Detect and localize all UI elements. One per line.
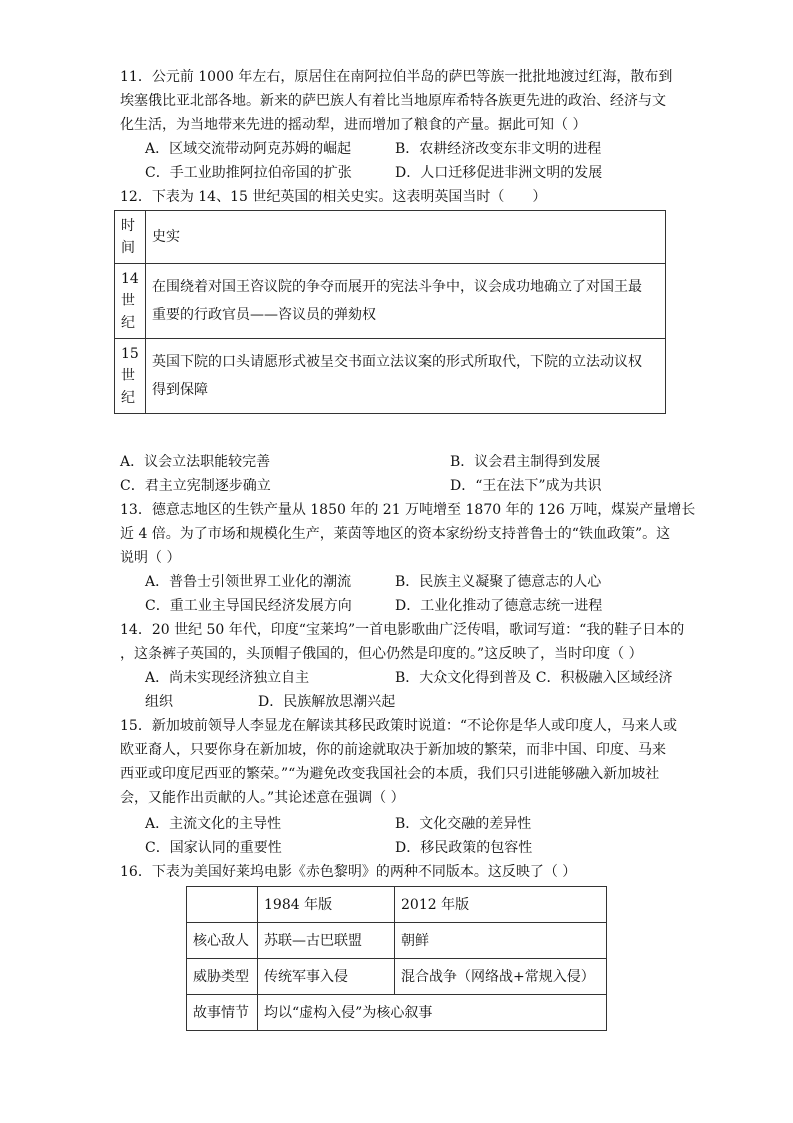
q12-table: [114, 210, 666, 414]
q13-option-d: D．工业化推动了德意志统一进程: [395, 598, 603, 614]
q13-stem-line1: 13．德意志地区的生铁产量从 1850 年的 21 万吨增至 1870 年的 126 万吨，煤炭产量增长: [120, 502, 696, 518]
table-cell: 在围绕着对国王咨议院的争夺而展开的宪法斗争中，议会成功地确立了对国王最: [152, 279, 642, 295]
q13-option-c: C．重工业主导国民经济发展方向: [145, 598, 352, 614]
table-cell: 传统军事入侵: [258, 959, 395, 995]
table-cell: 时: [121, 218, 135, 234]
q11-stem-line1: 11．公元前 1000 年左右，原居住在南阿拉伯半岛的萨巴等族一批批地渡过红海，散布到: [120, 69, 673, 85]
q13-stem-line3: 说明（ ）: [120, 550, 181, 566]
q12-option-c: C．君主立宪制逐步确立: [120, 478, 271, 494]
table-cell: 混合战争（网络战+常规入侵）: [395, 959, 607, 995]
table-cell: 故事情节: [187, 995, 258, 1031]
table-row: [187, 923, 607, 959]
q15-option-d: D．移民政策的包容性: [395, 840, 533, 856]
table-cell: 15: [121, 346, 139, 362]
q15-stem-line4: 会，又能作出贡献的人。”其论述意在强调（ ）: [120, 790, 405, 806]
table-cell: 得到保障: [152, 382, 208, 398]
q11-option-c: C．手工业助推阿拉伯帝国的扩张: [145, 165, 352, 181]
table-cell: 世: [121, 368, 135, 384]
q14-option-d: D．民族解放思潮兴起: [258, 694, 396, 710]
q12-option-b: B．议会君主制得到发展: [450, 454, 601, 470]
q13-option-a: A．普鲁士引领世界工业化的潮流: [145, 574, 352, 590]
q14-option-a: A．尚未实现经济独立自主: [145, 670, 310, 686]
q14-stem-line2: ，这条裤子英国的，头顶帽子俄国的，但心仍然是印度的。”这反映了，当时印度（ ）: [120, 646, 643, 662]
table-cell: 14: [121, 271, 139, 287]
q15-stem-line2: 欧亚裔人，只要你身在新加坡，你的前途就取决于新加坡的繁荣，而非中国、印度、马来: [120, 742, 666, 758]
q11-stem-line2: 埃塞俄比亚北部各地。新来的萨巴族人有着比当地原库希特各族更先进的政治、经济与文: [120, 93, 666, 109]
table-row: [187, 995, 607, 1031]
q13-option-b: B．民族主义凝聚了德意志的人心: [395, 574, 602, 590]
q12-stem: 12．下表为 14、15 世纪英国的相关史实。这表明英国当时（ ）: [120, 189, 547, 205]
q14-option-bc: B．大众文化得到普及 C．积极融入区域经济: [395, 670, 673, 686]
q14-stem-line1: 14．20 世纪 50 年代，印度“宝莱坞”一首电影歌曲广泛传唱，歌词写道：“我的鞋子日本的: [120, 622, 685, 638]
table-row: [115, 339, 666, 414]
q15-stem-line3: 西亚或印度尼西亚的繁荣。”“为避免改变我国社会的本质，我们只引进能够融入新加坡社: [120, 766, 660, 782]
q13-stem-line2: 近 4 倍。为了市场和规模化生产，莱茵等地区的资本家纷纷支持普鲁士的“铁血政策”。这: [120, 526, 671, 542]
table-row: [115, 211, 666, 264]
table-row: [115, 264, 666, 339]
q15-option-b: B．文化交融的差异性: [395, 816, 532, 832]
q12-option-a: A．议会立法职能较完善: [120, 454, 271, 470]
q11-option-a: A．区域交流带动阿克苏姆的崛起: [145, 141, 352, 157]
table-cell: 核心敌人: [187, 923, 258, 959]
table-row: [187, 887, 607, 923]
table-cell: 朝鲜: [395, 923, 607, 959]
q15-stem-line1: 15．新加坡前领导人李显龙在解读其移民政策时说道：“不论你是华人或印度人，马来人或: [120, 718, 677, 734]
q14-option-c-continued: 组织: [145, 694, 173, 710]
table-header: 史实: [146, 211, 666, 264]
table-cell: 纪: [121, 315, 135, 331]
q15-option-c: C．国家认同的重要性: [145, 840, 282, 856]
q11-stem-line3: 化生活，为当地带来先进的摇动犁，进而增加了粮食的产量。据此可知（ ）: [120, 117, 587, 133]
table-cell: 威胁类型: [187, 959, 258, 995]
table-cell: 纪: [121, 390, 135, 406]
table-cell: 重要的行政官员——咨议员的弹劾权: [152, 307, 376, 323]
q16-stem: 16．下表为美国好莱坞电影《赤色黎明》的两种不同版本。这反映了（ ）: [120, 864, 577, 880]
table-header: 2012 年版: [395, 887, 607, 923]
table-cell: 间: [121, 240, 135, 256]
table-cell: 英国下院的口头请愿形式被呈交书面立法议案的形式所取代，下院的立法动议权: [152, 354, 642, 370]
table-header: 1984 年版: [258, 887, 395, 923]
q16-table: [186, 886, 607, 1031]
q11-option-d: D．人口迁移促进非洲文明的发展: [395, 165, 603, 181]
q11-option-b: B．农耕经济改变东非文明的进程: [395, 141, 602, 157]
table-cell: 世: [121, 293, 135, 309]
table-cell: 均以“虚构入侵”为核心叙事: [258, 995, 607, 1031]
table-cell: [187, 887, 258, 923]
table-row: [187, 959, 607, 995]
table-cell: 苏联—古巴联盟: [258, 923, 395, 959]
q15-option-a: A．主流文化的主导性: [145, 816, 282, 832]
q12-option-d: D．“王在法下”成为共识: [450, 478, 602, 494]
